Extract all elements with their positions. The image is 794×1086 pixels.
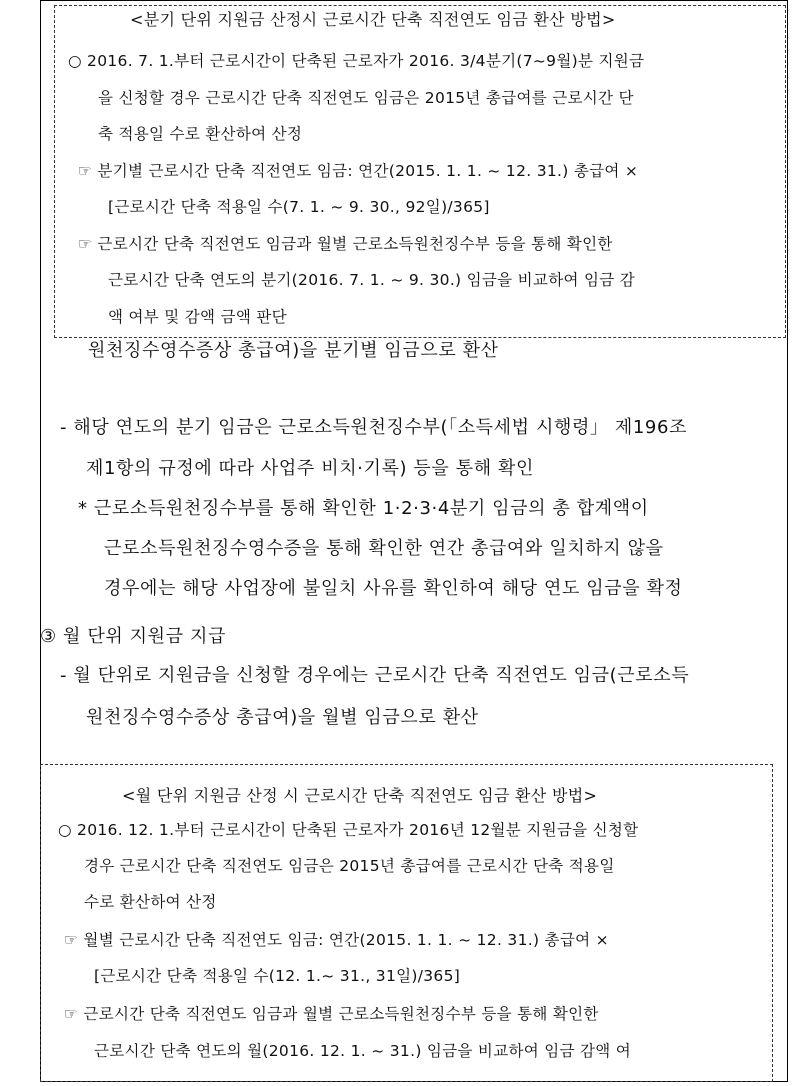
box2-line: 경우 근로시간 단축 직전연도 임금은 2015년 총급여를 근로시간 단축 적용일 (84, 857, 615, 875)
box2-line: ☞ 근로시간 단축 직전연도 임금과 월별 근로소득원천징수부 등을 통해 확인한 (64, 1005, 599, 1023)
box1-line: ☞ 근로시간 단축 직전연도 임금과 월별 근로소득원천징수부 등을 통해 확인한 (78, 235, 613, 253)
box2-line: [근로시간 단축 적용일 수(12. 1.~ 31., 31일)/365] (94, 967, 461, 985)
body-line: * 근로소득원천징수부를 통해 확인한 1·2·3·4분기 임금의 총 합계액이 (78, 498, 649, 519)
box1-line: 을 신청할 경우 근로시간 단축 직전연도 임금은 2015년 총급여를 근로시간 단 (98, 89, 634, 107)
box1-line: ○ 2016. 7. 1.부터 근로시간이 단축된 근로자가 2016. 3/4분기(7~9월)분 지원금 (68, 52, 645, 70)
box2-line: ☞ 월별 근로시간 단축 직전연도 임금: 연간(2015. 1. 1. ~ 12. 31.) 총급여 × (64, 931, 609, 949)
body-line: 원천징수영수증상 총급여)을 분기별 임금으로 환산 (88, 340, 499, 361)
body-line: 원천징수영수증상 총급여)을 월별 임금으로 환산 (86, 707, 479, 728)
box1-line: 축 적용일 수로 환산하여 산정 (98, 125, 303, 143)
box1-line: 근로시간 단축 연도의 분기(2016. 7. 1. ~ 9. 30.) 임금을 비교하여 임금 감 (108, 271, 636, 289)
body-line: - 월 단위로 지원금을 신청할 경우에는 근로시간 단축 직전연도 임금(근로소득 (60, 665, 690, 686)
box2-line: ○ 2016. 12. 1.부터 근로시간이 단축된 근로자가 2016년 12월분 지원금을 신청할 (58, 821, 639, 839)
box1-line: ☞ 분기별 근로시간 단축 직전연도 임금: 연간(2015. 1. 1. ~ 12. 31.) 총급여 × (78, 162, 639, 180)
box1-line: [근로시간 단축 적용일 수(7. 1. ~ 9. 30., 92일)/365] (108, 198, 490, 216)
box2-title: <월 단위 지원금 산정 시 근로시간 단축 직전연도 임금 환산 방법> (122, 786, 598, 805)
body-line: 근로소득원천징수영수증을 통해 확인한 연간 총급여와 일치하지 않을 (104, 538, 664, 559)
box1-title: <분기 단위 지원금 산정시 근로시간 단축 직전연도 임금 환산 방법> (130, 10, 616, 29)
body-line: 제1항의 규정에 따라 사업주 비치·기록) 등을 통해 확인 (86, 458, 534, 479)
body-line: - 해당 연도의 분기 임금은 근로소득원천징수부(「소득세법 시행령」 제196조 (60, 417, 687, 438)
monthly-method-box (40, 764, 773, 1082)
body-line: 경우에는 해당 사업장에 불일치 사유를 확인하여 해당 연도 임금을 확정 (104, 578, 683, 599)
section-heading: ③ 월 단위 지원금 지급 (40, 626, 226, 647)
box2-line: 수로 환산하여 산정 (84, 893, 217, 911)
box2-line: 근로시간 단축 연도의 월(2016. 12. 1. ~ 31.) 임금을 비교하여 임금 감액 여 (94, 1042, 632, 1060)
box1-line: 액 여부 및 감액 금액 판단 (108, 308, 287, 326)
